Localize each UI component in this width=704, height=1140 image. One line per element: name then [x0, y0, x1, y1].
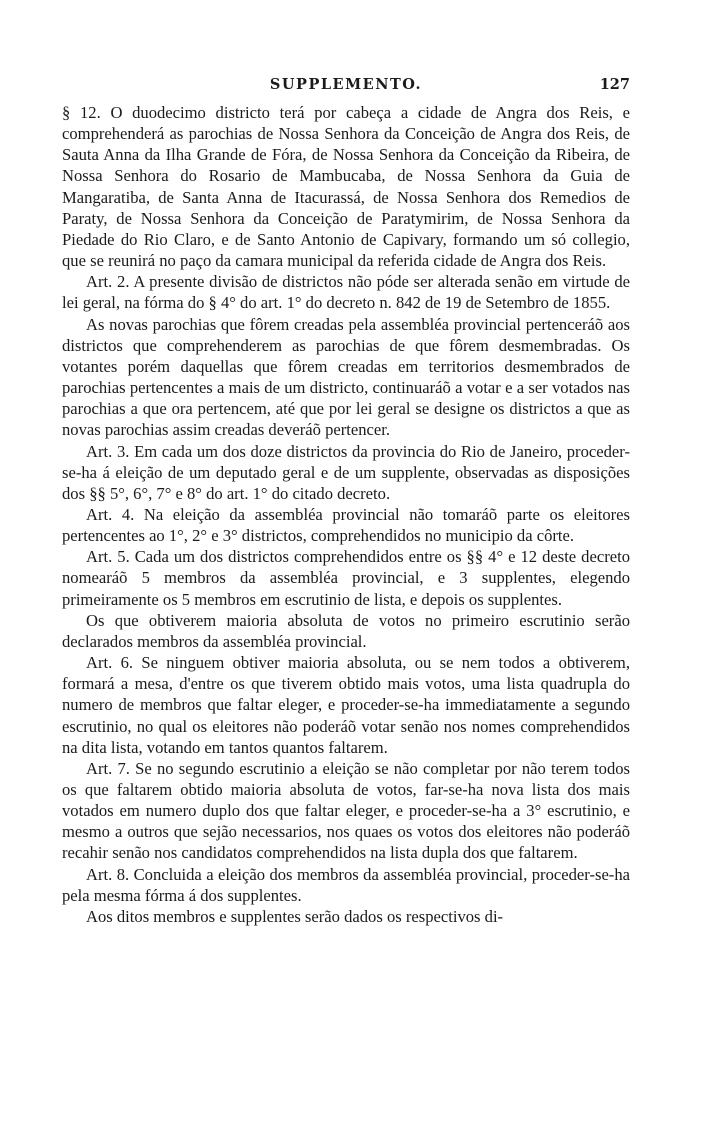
running-head: SUPPLEMENTO. — [269, 76, 423, 93]
paragraph-art-2: Art. 2. A presente divisão de districtos não póde ser alterada senão em virtude de lei geral, na fórma do § 4° do art. 1° do decreto n. 842 de 19 de Setembro de 1855. — [62, 272, 630, 313]
paragraph-art-5: Art. 5. Cada um dos districtos comprehendidos entre os §§ 4° e 12 deste decreto nomearáõ 5 membros da assembléa provincial, e 3 supplentes, elegendo primeiramente os 5 membros em escrutinio de lista, e depois os supplentes. — [62, 547, 630, 609]
paragraph-closing: Aos ditos membros e supplentes serão dados os respectivos di- — [86, 906, 504, 926]
body-text — [62, 102, 630, 927]
paragraph-new-parishes: As novas parochias que fôrem creadas pela assembléa provincial pertenceráõ aos districtos que comprehenderem as parochias de que fôrem desmembradas. Os votantes porém daquellas que fôrem creadas em territorios desmembrados de parochias pertencentes a mais de um districto, continuaráõ a votar e a ser votados nas parochias a que ora pertencem, até que por lei geral se designe os districtos a que as novas parochias assim creadas deveráõ pertencer. — [62, 314, 630, 440]
paragraph-art-7: Art. 7. Se no segundo escrutinio a eleição se não completar por não terem todos os que faltarem obtido maioria absoluta de votos, far-se-ha nova lista dos mais votados em numero duplo dos que faltar eleger, e proceder-se-ha a 3° escrutinio, e mesmo a outros que sejão necessarios, nos quaes os votos dos eleitores não poderáõ recahir senão nos candidatos comprehendidos na lista dupla dos que faltarem. — [62, 758, 630, 863]
paragraph-art-3: Art. 3. Em cada um dos doze districtos da provincia do Rio de Janeiro, proceder-se-ha á eleição de um deputado geral e de um supplente, observadas as disposições dos §§ 5°, 6°, 7° e 8° do art. 1° do citado decreto. — [62, 441, 630, 503]
page-number: 127 — [599, 76, 630, 93]
paragraph-art-8: Art. 8. Concluida a eleição dos membros da assembléa provincial, proceder-se-ha pela mesma fórma á dos supplentes. — [62, 864, 630, 905]
paragraph-absolute-majority: Os que obtiverem maioria absoluta de votos no primeiro escrutinio serão declarados membros da assembléa provincial. — [62, 610, 630, 651]
page-header — [62, 76, 630, 98]
paragraph-art-4: Art. 4. Na eleição da assembléa provincial não tomaráõ parte os eleitores pertencentes ao 1°, 2° e 3° districtos, comprehendidos no municipio da côrte. — [62, 504, 630, 546]
paragraph-art-6: Art. 6. Se ninguem obtiver maioria absoluta, ou se nem todos a obtiverem, formará a mesa, d'entre os que tiverem obtido mais votos, uma lista quadrupla do numero de membros que faltar eleger, e proceder-se-ha immediatamente a segundo escrutinio, no qual os eleitores não poderáõ votar senão nos nomes comprehendidos na dita lista, votando em tantos quantos faltarem. — [62, 653, 630, 757]
paragraph-section-12: § 12. O duodecimo districto terá por cabeça a cidade de Angra dos Reis, e comprehenderá as parochias de Nossa Senhora da Conceição de Angra dos Reis, de Sauta Anna da Ilha Grande de Fóra, de Nossa Senhora da Conceição da Ribeira, de Nossa Senhora do Rosario de Mambucaba, de Nossa Senhora da Guia de Mangaratiba, de Santa Anna de Itacurassá, de Nossa Senhora dos Remedios de Paraty, de Nossa Senhora da Conceição de Paratymirim, de Nossa Senhora da Piedade do Rio Claro, e de Santo Antonio de Capivary, formando um só collegio, que se reunirá no paço da camara municipal da referida cidade de Angra dos Reis. — [62, 103, 630, 271]
book-page — [62, 76, 630, 927]
